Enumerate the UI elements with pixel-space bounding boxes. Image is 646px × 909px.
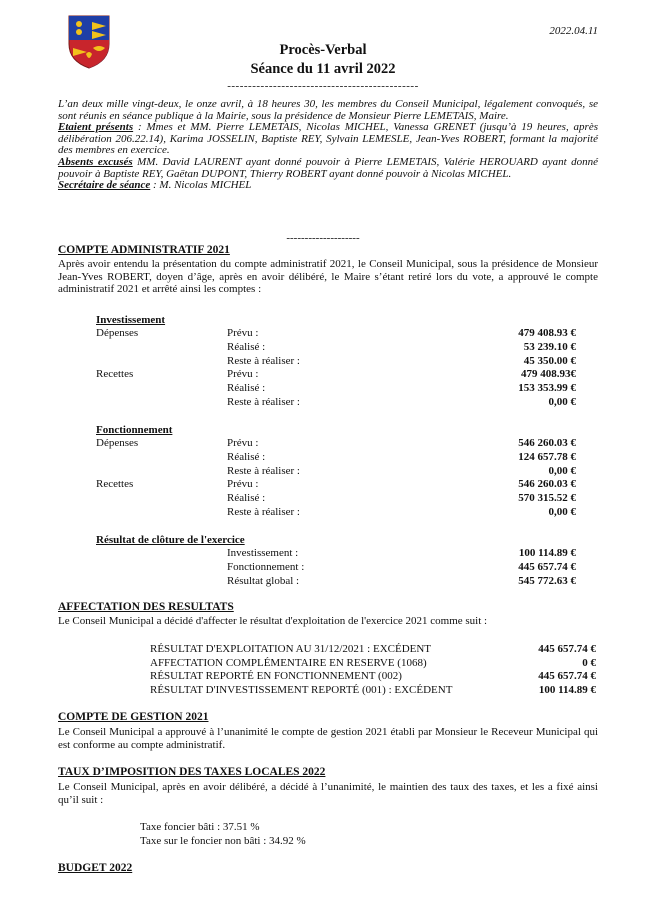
- section-heading-budget: BUDGET 2022: [58, 862, 133, 874]
- row-amount: 545 772.63 €: [518, 574, 576, 587]
- row-label: Résultat global :: [227, 574, 300, 587]
- secretary-text: : M. Nicolas MICHEL: [150, 179, 252, 192]
- resultat-title: Résultat de clôture de l'exercice: [96, 534, 245, 546]
- row-group-label: Recettes: [96, 478, 134, 491]
- secretary: [58, 180, 598, 192]
- row-label: Reste à réaliser :: [227, 396, 300, 408]
- absent-text: MM. David LAURENT ayant donné pouvoir à Pierre LEMETAIS, Valérie HEROUARD ayant donné pouvoir à Baptiste REY, Gaëtan DUPONT, Thierry ROBERT ayant donné pouvoir à Nicolas MICHEL.: [58, 155, 599, 180]
- intro-block: [58, 99, 598, 192]
- row-amount: 0,00 €: [548, 464, 576, 477]
- document-title: Procès-Verbal: [279, 42, 367, 58]
- row-label: Prévu :: [227, 437, 259, 449]
- row-amount: 445 657.74 €: [518, 560, 576, 573]
- title-separator: ----------------------------------------------: [227, 80, 419, 92]
- section-heading-affectation: AFFECTATION DES RESULTATS: [58, 601, 234, 613]
- affectation-label: RÉSULTAT D'INVESTISSEMENT REPORTÉ (001) : EXCÉDENT: [150, 683, 453, 696]
- present-label: Etaient présents: [58, 121, 134, 134]
- row-amount: 546 260.03 €: [518, 478, 576, 491]
- row-amount: 0,00 €: [548, 396, 576, 408]
- row-amount: 479 408.93€: [521, 368, 576, 381]
- row-label: Reste à réaliser :: [227, 506, 300, 518]
- affectation-amount: 445 657.74 €: [538, 670, 596, 683]
- row-amount: 0,00 €: [548, 506, 576, 518]
- row-label: Reste à réaliser :: [227, 354, 300, 367]
- absent-label: Absents excusés: [58, 155, 133, 168]
- affectation-text: Le Conseil Municipal a décidé d'affecter le résultat d'exploitation de l'exercice 2021 comme suit :: [58, 615, 488, 627]
- attendees-absent: [58, 157, 598, 180]
- section-heading-compte-gestion: COMPTE DE GESTION 2021: [58, 711, 209, 723]
- row-label: Réalisé :: [227, 492, 266, 505]
- row-label: Investissement :: [227, 547, 299, 559]
- intro-separator: --------------------: [286, 232, 360, 244]
- row-amount: 570 315.52 €: [518, 492, 576, 505]
- affectation-label: RÉSULTAT D'EXPLOITATION AU 31/12/2021 : EXCÉDENT: [150, 643, 432, 655]
- present-text: : Mmes et MM. Pierre LEMETAIS, Nicolas MICHEL, Vanessa GRENET (jusqu’à 19 heures, après délibération 206.22.14), Karima JOSSELIN, Baptiste REY, Sylvain LEMESLE, Jean-Yves ROBERT, formant la majorité des membres en exercice.: [58, 121, 598, 157]
- row-label: Réalisé :: [227, 340, 266, 353]
- row-amount: 100 114.89 €: [518, 547, 576, 559]
- tax-item: Taxe foncier bâti : 37.51 %: [140, 821, 260, 833]
- document-date: 2022.04.11: [549, 25, 598, 37]
- row-amount: 153 353.99 €: [518, 382, 576, 395]
- secretary-label: Secrétaire de séance: [58, 179, 151, 192]
- row-label: Réalisé :: [227, 450, 266, 463]
- row-amount: 479 408.93 €: [518, 327, 576, 339]
- row-label: Prévu :: [227, 478, 259, 491]
- affectation-label: AFFECTATION COMPLÉMENTAIRE EN RESERVE (1068): [150, 656, 427, 669]
- row-group-label: Dépenses: [96, 437, 139, 449]
- compte-administratif-text: Après avoir entendu la présentation du compte administratif 2021, le Conseil Municipal, sous la présidence de Monsieur Jean-Yves ROBERT, doyen d’âge, après en avoir délibéré, le Maire s’étant retiré lors du vote, a approuvé le compte administratif 2021 et arrêté ainsi les comptes :: [58, 258, 598, 295]
- row-label: Fonctionnement :: [227, 560, 305, 573]
- row-amount: 53 239.10 €: [523, 340, 576, 353]
- affectation-amount: 445 657.74 €: [538, 643, 596, 655]
- affectation-amount: 0 €: [582, 656, 596, 669]
- row-amount: 546 260.03 €: [518, 437, 576, 449]
- row-label: Prévu :: [227, 368, 259, 381]
- row-amount: 124 657.78 €: [518, 450, 576, 463]
- attendees-present: [58, 122, 598, 157]
- intro-opening: L’an deux mille vingt-deux, le onze avril, à 18 heures 30, les membres du Conseil Municipal, légalement convoqués, se sont réunis en séance publique à la Mairie, sous la présidence de Monsieur Pierre LEMETAIS, Maire.: [58, 98, 598, 122]
- compte-gestion-text: Le Conseil Municipal a approuvé à l’unanimité le compte de gestion 2021 établi par Monsieur le Receveur Municipal qui est conforme au compte administratif.: [58, 726, 598, 751]
- row-label: Prévu :: [227, 327, 259, 339]
- row-label: Reste à réaliser :: [227, 464, 300, 477]
- row-label: Réalisé :: [227, 382, 266, 395]
- row-group-label: Dépenses: [96, 327, 139, 339]
- taux-text: Le Conseil Municipal, après en avoir délibéré, a décidé à l’unanimité, le maintien des taux des taxes, et les a fixé ainsi qu’il suit :: [58, 781, 598, 806]
- tax-item: Taxe sur le foncier non bâti : 34.92 %: [140, 835, 306, 847]
- affectation-amount: 100 114.89 €: [538, 683, 596, 696]
- investissement-title: Investissement: [96, 314, 166, 326]
- row-amount: 45 350.00 €: [523, 354, 576, 367]
- section-heading-taux: TAUX D’IMPOSITION DES TAXES LOCALES 2022: [58, 766, 326, 778]
- document-subtitle: Séance du 11 avril 2022: [250, 61, 396, 77]
- row-group-label: Recettes: [96, 368, 134, 381]
- fonctionnement-title: Fonctionnement: [96, 424, 173, 436]
- affectation-label: RÉSULTAT REPORTÉ EN FONCTIONNEMENT (002): [150, 670, 402, 683]
- section-heading-compte-administratif: COMPTE ADMINISTRATIF 2021: [58, 244, 230, 256]
